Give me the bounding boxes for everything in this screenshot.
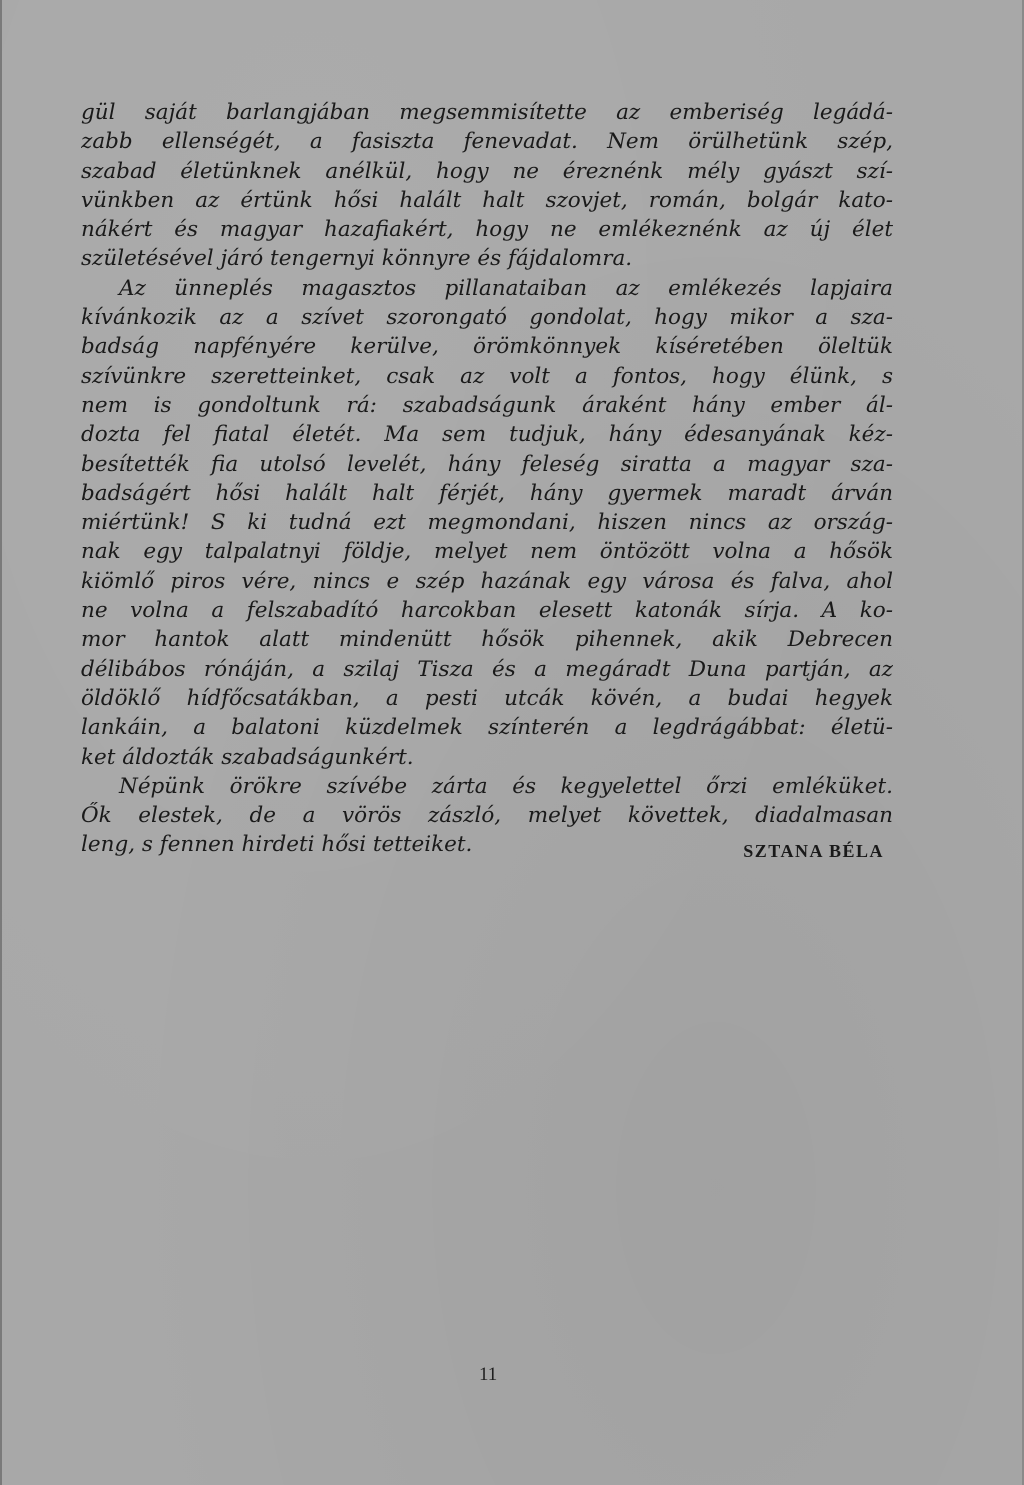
text-line: születésével járó tengernyi könnyre és fájdalomra. (81, 246, 633, 272)
text-line: szívünkre szeretteinket, csak az volt a fontos, hogy élünk, s (81, 363, 893, 389)
text-line: ne volna a felszabadító harcokban elesett katonák sírja. A ko- (81, 598, 893, 624)
text-line: Ők elestek, de a vörös zászló, melyet követtek, diadalmasan (81, 803, 893, 829)
text-line: gül saját barlangjában megsemmisítette az emberiség legádá- (81, 100, 893, 125)
text-line: mor hantok alatt mindenütt hősök pihennek, akik Debrecen (81, 627, 893, 653)
page-number: 11 (479, 1364, 498, 1385)
text-line: nem is gondoltunk rá: szabadságunk áraként hány ember ál- (81, 392, 893, 418)
text-line: öldöklő hídfőcsatákban, a pesti utcák kövén, a budai hegyek (81, 685, 893, 711)
text-line: kiömlő piros vére, nincs e szép hazának egy városa és falva, ahol (81, 568, 893, 594)
text-line: nákért és magyar hazafiakért, hogy ne emlékeznénk az új élet (81, 217, 893, 243)
text-line: ket áldozták szabadságunkért. (81, 744, 414, 770)
text-line: lankáin, a balatoni küzdelmek színterén a legdrágábbat: életü- (81, 715, 893, 741)
text-line: szabad életünknek anélkül, hogy ne éreznénk mély gyászt szí- (81, 158, 893, 184)
text-line: miértünk! S ki tudná ezt megmondani, hiszen nincs az ország- (81, 510, 893, 536)
text-line: vünkben az értünk hősi halált halt szovjet, román, bolgár kato- (81, 187, 893, 213)
text-line: besítették fia utolsó levelét, hány feleség siratta a magyar sza- (81, 451, 893, 477)
author-signature: SZTANA BÉLA (743, 841, 884, 861)
text-line: Az ünneplés magasztos pillanataiban az emlékezés lapjaira (119, 275, 893, 301)
text-line: leng, s fennen hirdeti hősi tetteiket. (81, 832, 473, 858)
text-line: zabb ellenségét, a fasiszta fenevadat. Nem örülhetünk szép, (81, 129, 893, 155)
text-line: délibábos rónáján, a szilaj Tisza és a megáradt Duna partján, az (81, 656, 893, 682)
text-line: badság napfényére kerülve, örömkönnyek kíséretében öleltük (81, 334, 893, 360)
body-text (81, 98, 893, 860)
text-line: dozta fel fiatal életét. Ma sem tudjuk, hány édesanyának kéz- (81, 422, 893, 448)
text-line: kívánkozik az a szívet szorongató gondolat, hogy mikor a sza- (81, 305, 893, 331)
text-line: nak egy talpalatnyi földje, melyet nem öntözött volna a hősök (81, 539, 893, 565)
text-line: badságért hősi halált halt férjét, hány gyermek maradt árván (81, 480, 893, 506)
text-line: Népünk örökre szívébe zárta és kegyelettel őrzi emléküket. (119, 773, 893, 799)
